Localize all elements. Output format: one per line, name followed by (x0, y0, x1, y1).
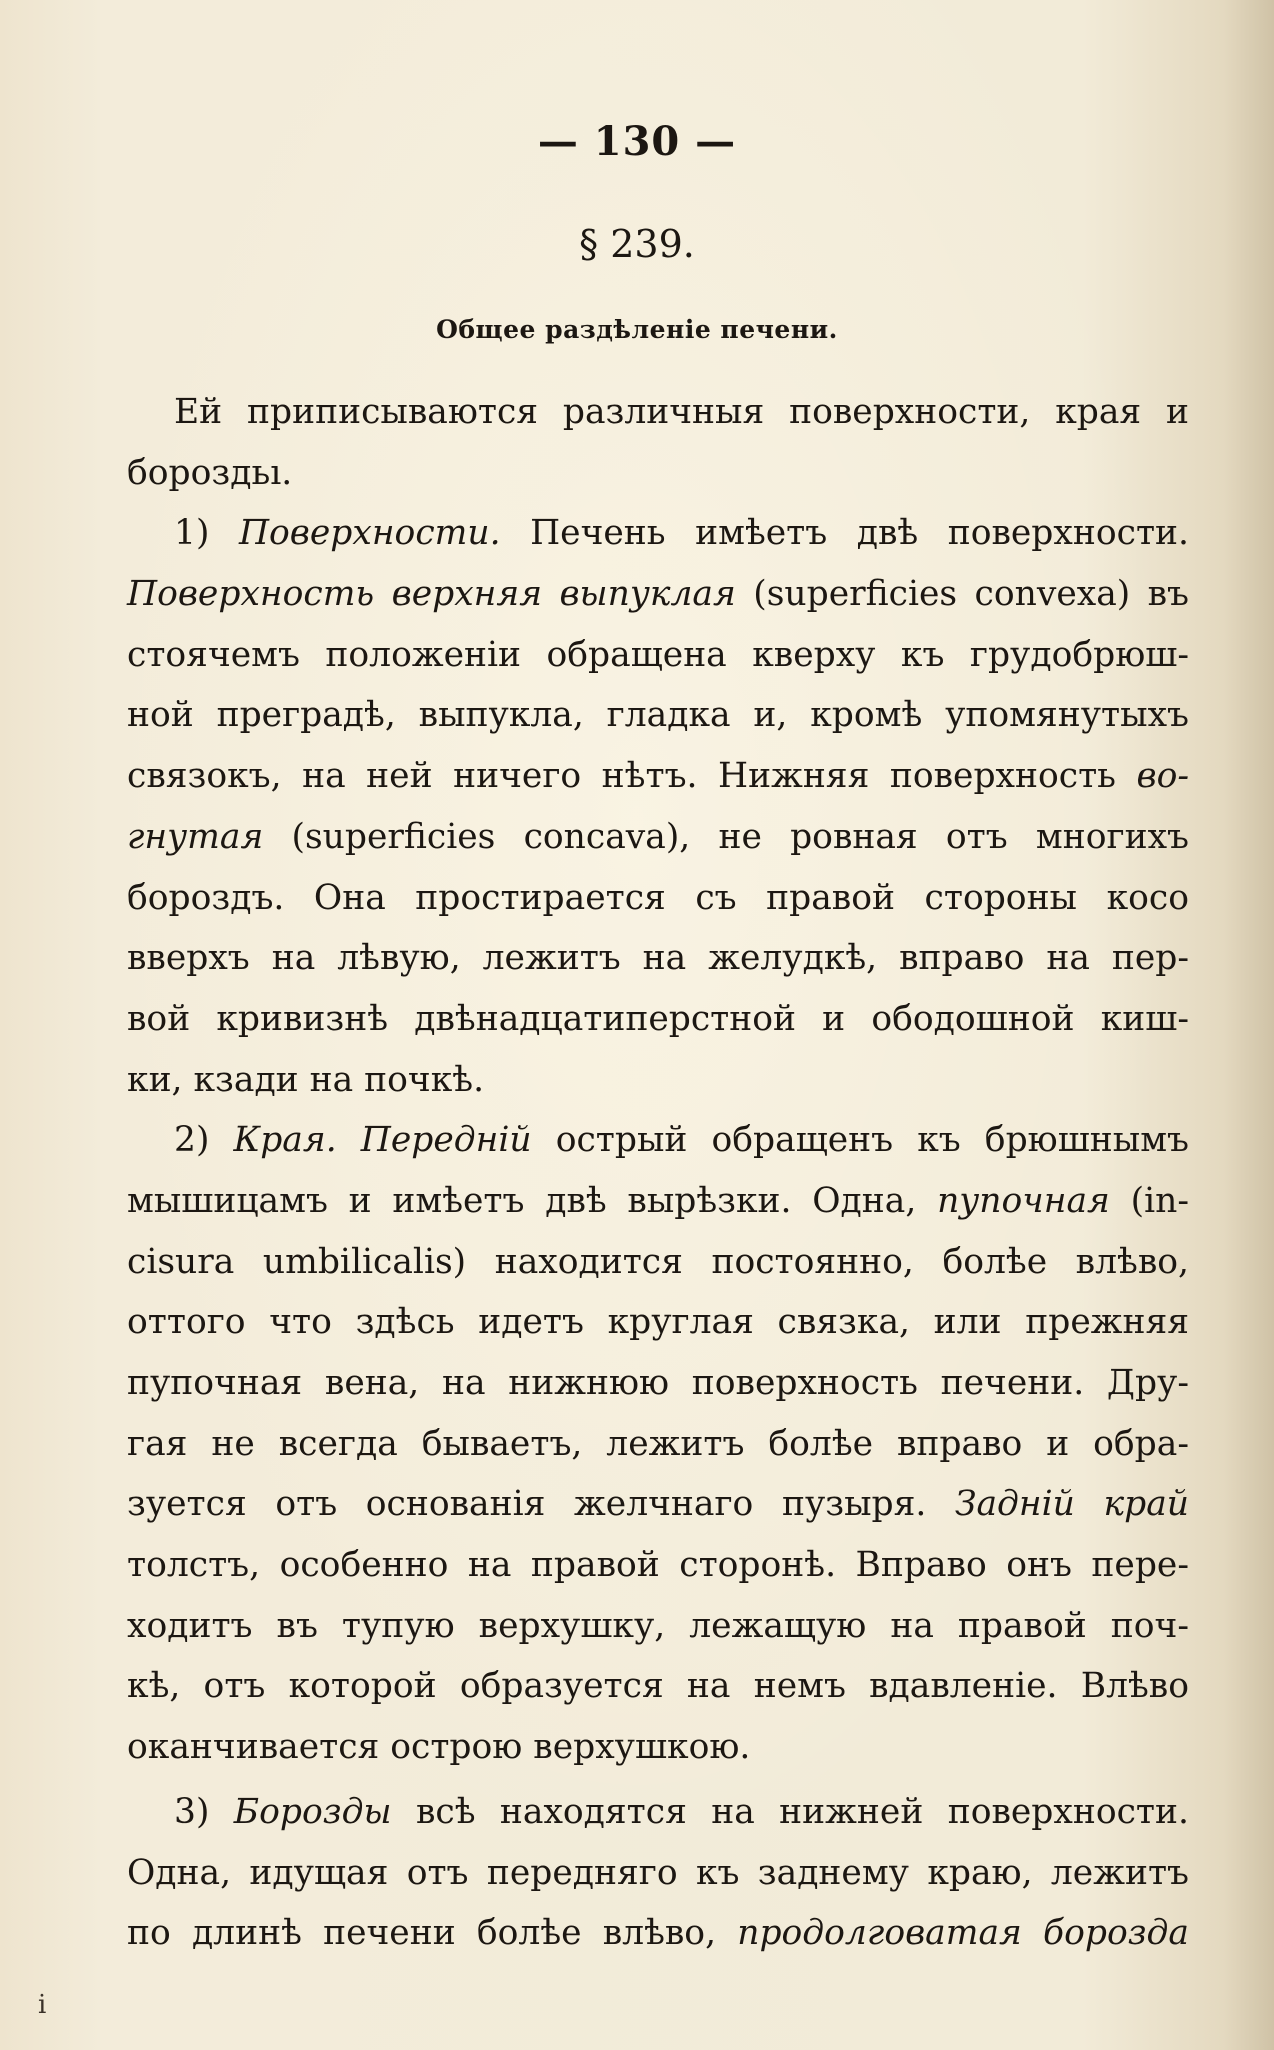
text-line: ной преградѣ, выпукла, гладка и, кромѣ упомянутыхъ (127, 695, 1189, 736)
text-line: Ей приписываются различныя поверхности, края и (174, 392, 1189, 432)
text-line: по длинѣ печени болѣе влѣво, продолговатая борозда (127, 1913, 1189, 1954)
page-number: — 130 — (537, 118, 737, 165)
text-line: кѣ, отъ которой образуется на немъ вдавленіе. Влѣво (127, 1666, 1189, 1707)
text-line: гнутая (superficies concava), не ровная отъ многихъ (127, 816, 1189, 857)
text-line: бороздьı. (127, 452, 293, 493)
text-line: 2) Края. Передній острый обращенъ къ брюшнымъ (174, 1120, 1190, 1161)
text-line: толстъ, особенно на правой сторонѣ. Вправо онъ пере- (127, 1545, 1189, 1586)
body-text (127, 382, 1189, 1964)
text-line: 1) Поверхности. Печень имѣетъ двѣ поверхности. (174, 513, 1189, 554)
text-line: Одна, идущая отъ передняго къ заднему краю, лежитъ (127, 1852, 1189, 1893)
text-line: вой кривизнѣ двѣнадцатиперстной и ободошной киш- (127, 998, 1189, 1039)
section-heading: Общее раздѣленіе печени. (436, 315, 838, 344)
text-line: зуется отъ основанія желчнаго пузыря. Задній край (127, 1484, 1189, 1525)
text-line: оттого что здѣсь идетъ круглая связка, или прежняя (127, 1302, 1189, 1343)
text-line: гая не всегда бываетъ, лежитъ болѣе вправо и обра- (127, 1423, 1189, 1464)
text-line: связокъ, на ней ничего нѣтъ. Нижняя поверхность во- (127, 756, 1189, 797)
text-line: cisura umbilicalis) находится постоянно, болѣе влѣво, (127, 1241, 1189, 1282)
text-line: оканчивается острою верхушкою. (127, 1727, 751, 1768)
text-line: мышицамъ и имѣетъ двѣ вырѣзки. Одна, пупочная (in- (127, 1180, 1189, 1221)
text-line: бороздъ. Она простирается съ правой стороны косо (127, 877, 1189, 918)
text-line: пупочная вена, на нижнюю поверхность печени. Дру- (127, 1363, 1189, 1403)
text-line: Поверхность верхняя выпуклая (superficies convexa) въ (127, 574, 1189, 615)
section-number: § 239. (579, 222, 695, 266)
text-line: вверхъ на лѣвую, лежитъ на желудкѣ, вправо на пер- (127, 938, 1189, 979)
margin-mark: i (38, 1990, 47, 2020)
text-line: ки, кзади на почкѣ. (127, 1059, 485, 1100)
text-line: стоячемъ положеніи обращена кверху къ грудобрюш- (127, 634, 1189, 675)
text-line: 3) Борозды всѣ находятся на нижней поверхности. (174, 1791, 1189, 1832)
text-line: ходитъ въ тупую верхушку, лежащую на правой поч- (127, 1605, 1189, 1646)
